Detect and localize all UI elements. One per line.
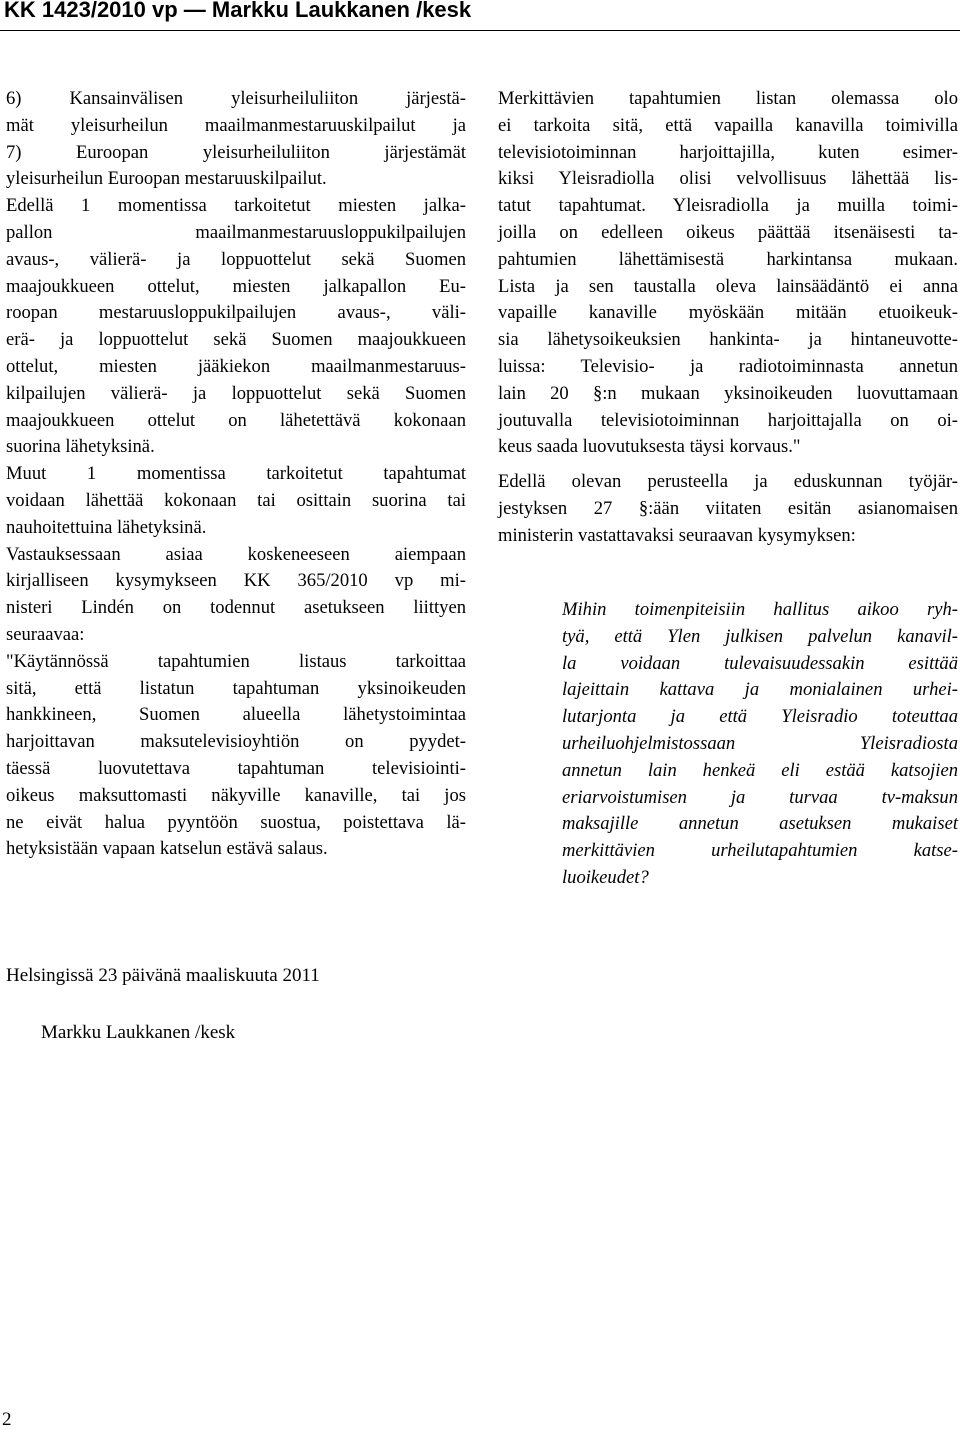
text-line: seuraavaa: [6, 623, 85, 645]
text-line: maajoukkueen ottelut, miesten jalkapallon Eu- [6, 275, 466, 297]
text-line: lajeittain kattava ja monialainen urhei- [562, 679, 958, 701]
question-paragraph [562, 597, 958, 892]
text-line: Mihin toimenpiteisiin hallitus aikoo ryh- [562, 599, 958, 620]
text-line: televisiotoiminnan harjoittajilla, kuten esimer- [498, 141, 958, 163]
signature-name: Markku Laukkanen /kesk [41, 1022, 236, 1043]
paragraph-quote-continued [498, 86, 958, 461]
text-line: harjoittavan maksutelevisioyhtiön on pyydet- [6, 731, 466, 753]
text-line: "Käytännössä tapahtumien listaus tarkoittaa [6, 650, 466, 672]
question-text [562, 597, 958, 892]
text-line: luoikeudet? [562, 866, 649, 888]
text-line: Lista ja sen taustalla oleva lainsäädäntö ei anna [498, 275, 958, 297]
text-line: luissa: Televisio- ja radiotoiminnasta annetun [498, 355, 958, 377]
paragraph-minister-quote [6, 649, 466, 863]
text-line: nisteri Lindén on todennut asetukseen liittyen [6, 597, 466, 619]
text-line: Merkittävien tapahtumien listan olemassa olo [498, 88, 958, 109]
paragraph-football-broadcasts [6, 193, 466, 461]
text-line: sitä, että listatun tapahtuman yksinoikeuden [6, 677, 466, 699]
paragraph-minister-reply-intro [6, 542, 466, 649]
text-line: suorina lähetyksinä. [6, 436, 155, 458]
text-line: ei tarkoita sitä, että vapailla kanavilla toimivilla [498, 114, 958, 136]
text-line: täessä luovutettava tapahtuman televisiointi- [6, 757, 466, 779]
text-line: vapaille kanaville myöskään mitään etuoikeuk- [498, 302, 958, 324]
paragraph-other-events [6, 461, 466, 541]
text-line: mät yleisurheilun maailmanmestaruuskilpailut ja [6, 114, 466, 136]
page-number: 2 [2, 1409, 12, 1430]
text-line: maajoukkueen ottelut on lähetettävä kokonaan [6, 409, 466, 431]
text-line: pahtumien lähettämisestä harkintansa mukaan. [498, 248, 958, 270]
text-line: joilla on edelleen oikeus päättää itsenäisesti ta- [498, 221, 958, 243]
text-line: kilpailujen välierä- ja loppuottelut sekä Suomen [6, 382, 466, 404]
text-line: hetyksistään vapaan katselun estävä salaus. [6, 838, 328, 860]
text-line: erä- ja loppuottelut sekä Suomen maajoukkueen [6, 329, 466, 351]
text-line: oikeus maksuttomasti näkyville kanaville, tai jos [6, 784, 466, 806]
text-line: joutuvalla televisiotoiminnan harjoittajalla on oi- [498, 409, 958, 431]
text-line: voidaan lähettää kokonaan tai osittain suorina tai [6, 489, 466, 511]
text-line: tatut tapahtumat. Yleisradiolla ja muilla toimi- [498, 195, 958, 217]
text-line: yleisurheilun Euroopan mestaruuskilpailut. [6, 168, 327, 190]
left-column [6, 86, 466, 863]
text-line: urheiluohjelmistossaan Yleisradiosta [562, 732, 958, 754]
text-line: Vastauksessaan asiaa koskeneeseen aiempaan [6, 543, 466, 565]
right-column [498, 86, 958, 550]
text-line: 7) Euroopan yleisurheiluliiton järjestämät [6, 141, 466, 163]
text-line: sia lähetysoikeuksien hankinta- ja hintaneuvotte- [498, 329, 958, 351]
text-line: kiksi Yleisradiolla olisi velvollisuus lähettää lis- [498, 168, 958, 190]
paragraph-list-items [6, 86, 466, 193]
text-line: annetun lain henkeä eli estää katsojien [562, 759, 958, 781]
header-rule [0, 30, 960, 31]
paragraph-question-intro [498, 469, 958, 549]
text-line: Edellä 1 momentissa tarkoitetut miesten jalka- [6, 195, 466, 217]
text-line: ministerin vastattavaksi seuraavan kysymyksen: [498, 524, 856, 546]
document-header [0, 0, 960, 40]
text-line: lain 20 §:n mukaan yksinoikeuden luovuttamaan [498, 382, 958, 404]
text-line: lutarjonta ja että Yleisradio toteuttaa [562, 706, 958, 728]
text-line: avaus-, välierä- ja loppuottelut sekä Suomen [6, 248, 466, 270]
text-line: Edellä olevan perusteella ja eduskunnan työjär- [498, 471, 958, 493]
text-line: maksajille annetun asetuksen mukaiset [562, 813, 958, 835]
text-line: 6) Kansainvälisen yleisurheiluliiton järjestä- [6, 88, 466, 109]
text-line: keus saada luovutuksesta täysi korvaus." [498, 436, 801, 458]
text-line: la voidaan tulevaisuudessakin esittää [562, 652, 958, 674]
text-line: kirjalliseen kysymykseen KK 365/2010 vp mi- [6, 570, 466, 592]
text-line: eriarvoistumisen ja turvaa tv-maksun [562, 786, 958, 808]
text-line: roopan mestaruusloppukilpailujen avaus-, väli- [6, 302, 466, 324]
text-line: ottelut, miesten jääkiekon maailmanmestaruus- [6, 355, 466, 377]
header-title: KK 1423/2010 vp — Markku Laukkanen /kesk [4, 0, 472, 22]
signature-date: Helsingissä 23 päivänä maaliskuuta 2011 [6, 965, 320, 986]
text-line: merkittävien urheilutapahtumien katse- [562, 840, 958, 862]
text-line: hankkineen, Suomen alueella lähetystoimintaa [6, 704, 466, 726]
text-line: Muut 1 momentissa tarkoitetut tapahtumat [6, 463, 466, 485]
text-line: jestyksen 27 §:ään viitaten esitän asianomaisen [498, 497, 958, 519]
text-line: tyä, että Ylen julkisen palvelun kanavil- [562, 625, 958, 647]
text-line: nauhoitettuina lähetyksinä. [6, 516, 207, 538]
text-line: ne eivät halua pyyntöön suostua, poistettava lä- [6, 811, 466, 833]
text-line: pallon maailmanmestaruusloppukilpailujen [6, 221, 466, 243]
